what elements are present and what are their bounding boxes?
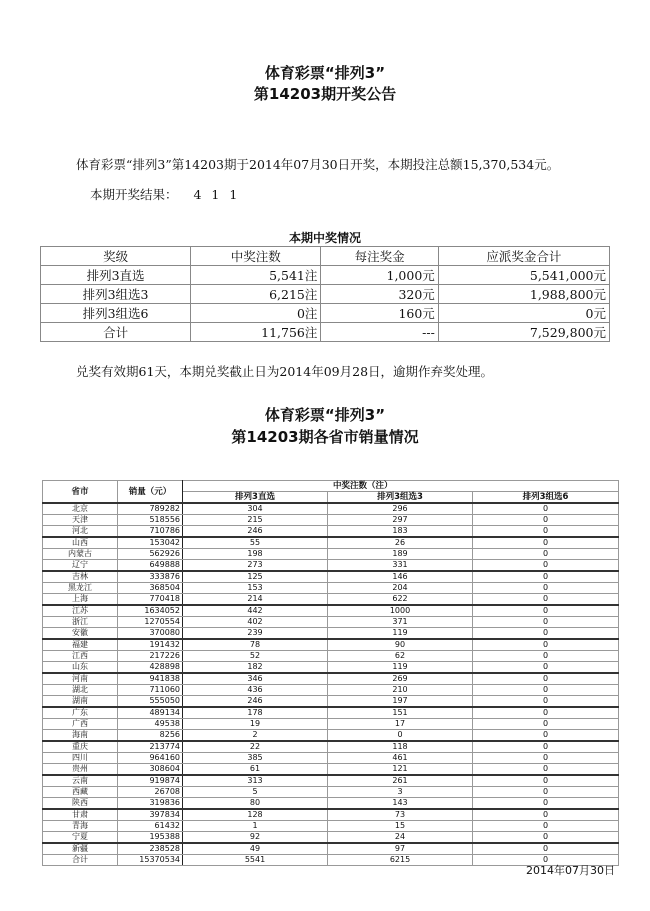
sales-cell: 319836 xyxy=(118,798,183,810)
province-cell: 江苏 xyxy=(43,605,118,617)
province-cell: 山西 xyxy=(43,537,118,549)
group6-cell: 0 xyxy=(473,707,619,719)
header-group3: 排列3组选3 xyxy=(328,492,473,504)
table-row xyxy=(43,673,619,685)
direct-cell: 2 xyxy=(183,730,328,742)
group6-cell: 0 xyxy=(473,594,619,606)
direct-cell: 5 xyxy=(183,787,328,798)
sales-cell: 26708 xyxy=(118,787,183,798)
sales-title: 体育彩票“排列3” xyxy=(264,406,386,424)
province-cell: 吉林 xyxy=(43,571,118,583)
sales-cell: 964160 xyxy=(118,753,183,764)
group6-cell: 0 xyxy=(473,719,619,730)
province-cell: 福建 xyxy=(43,639,118,651)
group6-cell: 0 xyxy=(473,537,619,549)
province-cell: 新疆 xyxy=(43,843,118,855)
sales-cell: 61432 xyxy=(118,821,183,832)
table-row xyxy=(43,809,619,821)
group3-cell: 62 xyxy=(328,651,473,662)
group6-cell: 0 xyxy=(473,775,619,787)
sales-cell: 1634052 xyxy=(118,605,183,617)
direct-cell: 402 xyxy=(183,617,328,628)
direct-cell: 346 xyxy=(183,673,328,685)
direct-cell: 5541 xyxy=(183,855,328,866)
sales-cell: 217226 xyxy=(118,651,183,662)
sales-cell: 518556 xyxy=(118,515,183,526)
group6-cell: 0 xyxy=(473,617,619,628)
group6-cell: 0 xyxy=(473,741,619,753)
intro-text: 体育彩票“排列3”第14203期于2014年07月30日开奖，本期投注总额15,370,534元。 xyxy=(76,157,560,172)
group6-cell: 0 xyxy=(473,526,619,538)
validity-text: 兑奖有效期61天，本期兑奖截止日为2014年09月28日，逾期作弃奖处理。 xyxy=(76,364,494,379)
sales-cell: 428898 xyxy=(118,662,183,674)
table-row xyxy=(43,707,619,719)
prize-header: 中奖注数 xyxy=(191,247,321,266)
group6-cell: 0 xyxy=(473,809,619,821)
direct-cell: 214 xyxy=(183,594,328,606)
direct-cell: 304 xyxy=(183,503,328,515)
header-province: 省市 xyxy=(43,481,118,504)
table-row xyxy=(43,753,619,764)
prize-cell: 7,529,800元 xyxy=(438,323,609,342)
sales-cell: 49538 xyxy=(118,719,183,730)
table-row xyxy=(43,605,619,617)
province-cell: 辽宁 xyxy=(43,560,118,572)
group3-cell: 26 xyxy=(328,537,473,549)
group3-cell: 146 xyxy=(328,571,473,583)
result-numbers: 4 1 1 xyxy=(193,187,238,202)
sales-cell: 238528 xyxy=(118,843,183,855)
table-row xyxy=(43,730,619,742)
province-cell: 贵州 xyxy=(43,764,118,776)
group3-cell: 90 xyxy=(328,639,473,651)
table-row xyxy=(43,639,619,651)
province-cell: 河南 xyxy=(43,673,118,685)
group6-cell: 0 xyxy=(473,764,619,776)
prize-cell: 160元 xyxy=(321,304,438,323)
sales-cell: 333876 xyxy=(118,571,183,583)
sales-cell: 195388 xyxy=(118,832,183,844)
group6-cell: 0 xyxy=(473,503,619,515)
header-group6: 排列3组选6 xyxy=(473,492,619,504)
province-cell: 宁夏 xyxy=(43,832,118,844)
announcement-title: 体育彩票“排列3” xyxy=(264,64,386,82)
direct-cell: 385 xyxy=(183,753,328,764)
header-wins: 中奖注数（注） xyxy=(183,481,619,492)
prize-cell: 1,988,800元 xyxy=(438,285,609,304)
province-cell: 重庆 xyxy=(43,741,118,753)
table-row xyxy=(43,515,619,526)
direct-cell: 22 xyxy=(183,741,328,753)
table-row xyxy=(43,560,619,572)
direct-cell: 49 xyxy=(183,843,328,855)
group6-cell: 0 xyxy=(473,560,619,572)
prize-cell: 11,756注 xyxy=(191,323,321,342)
header-sales: 销量（元） xyxy=(118,481,183,504)
group6-cell: 0 xyxy=(473,605,619,617)
result-label: 本期开奖结果： xyxy=(90,187,178,202)
table-row xyxy=(43,617,619,628)
prize-cell: 0元 xyxy=(438,304,609,323)
sales-subtitle: 第14203期各省市销量情况 xyxy=(231,428,419,446)
prize-cell: 排列3组选3 xyxy=(41,285,191,304)
prize-row xyxy=(41,266,610,285)
group3-cell: 15 xyxy=(328,821,473,832)
group3-cell: 97 xyxy=(328,843,473,855)
sales-cell: 397834 xyxy=(118,809,183,821)
group3-cell: 17 xyxy=(328,719,473,730)
province-cell: 河北 xyxy=(43,526,118,538)
table-row xyxy=(43,798,619,810)
direct-cell: 198 xyxy=(183,549,328,560)
province-cell: 陕西 xyxy=(43,798,118,810)
sales-cell: 213774 xyxy=(118,741,183,753)
group3-cell: 119 xyxy=(328,662,473,674)
prize-row xyxy=(41,323,610,342)
direct-cell: 239 xyxy=(183,628,328,640)
group3-cell: 0 xyxy=(328,730,473,742)
group3-cell: 24 xyxy=(328,832,473,844)
province-cell: 浙江 xyxy=(43,617,118,628)
province-cell: 湖北 xyxy=(43,685,118,696)
prize-cell: 合计 xyxy=(41,323,191,342)
direct-cell: 246 xyxy=(183,526,328,538)
province-cell: 西藏 xyxy=(43,787,118,798)
group6-cell: 0 xyxy=(473,685,619,696)
sales-cell: 368504 xyxy=(118,583,183,594)
table-row xyxy=(43,662,619,674)
group6-cell: 0 xyxy=(473,571,619,583)
group3-cell: 121 xyxy=(328,764,473,776)
province-cell: 云南 xyxy=(43,775,118,787)
group6-cell: 0 xyxy=(473,798,619,810)
table-row xyxy=(43,843,619,855)
prize-cell: 320元 xyxy=(321,285,438,304)
province-cell: 山东 xyxy=(43,662,118,674)
group6-cell: 0 xyxy=(473,843,619,855)
direct-cell: 78 xyxy=(183,639,328,651)
report-date: 2014年07月30日 xyxy=(526,864,615,877)
group6-cell: 0 xyxy=(473,787,619,798)
prize-table-title: 本期中奖情况 xyxy=(288,231,361,245)
table-row xyxy=(43,719,619,730)
group6-cell: 0 xyxy=(473,651,619,662)
prize-cell: 5,541,000元 xyxy=(438,266,609,285)
prize-cell: 排列3直选 xyxy=(41,266,191,285)
province-cell: 内蒙古 xyxy=(43,549,118,560)
sales-table xyxy=(42,480,619,866)
table-row xyxy=(43,651,619,662)
group3-cell: 331 xyxy=(328,560,473,572)
group3-cell: 622 xyxy=(328,594,473,606)
prize-cell: --- xyxy=(321,323,438,342)
group3-cell: 3 xyxy=(328,787,473,798)
group3-cell: 183 xyxy=(328,526,473,538)
table-row xyxy=(43,537,619,549)
direct-cell: 273 xyxy=(183,560,328,572)
group6-cell: 0 xyxy=(473,639,619,651)
sales-cell: 8256 xyxy=(118,730,183,742)
table-row xyxy=(43,741,619,753)
table-row xyxy=(43,821,619,832)
direct-cell: 61 xyxy=(183,764,328,776)
sales-cell: 711060 xyxy=(118,685,183,696)
sales-cell: 489134 xyxy=(118,707,183,719)
table-row xyxy=(43,594,619,606)
prize-cell: 5,541注 xyxy=(191,266,321,285)
province-cell: 四川 xyxy=(43,753,118,764)
table-row xyxy=(43,628,619,640)
group6-cell: 0 xyxy=(473,696,619,708)
table-row xyxy=(43,775,619,787)
direct-cell: 92 xyxy=(183,832,328,844)
group3-cell: 189 xyxy=(328,549,473,560)
direct-cell: 442 xyxy=(183,605,328,617)
direct-cell: 178 xyxy=(183,707,328,719)
group3-cell: 297 xyxy=(328,515,473,526)
province-cell: 广东 xyxy=(43,707,118,719)
group6-cell: 0 xyxy=(473,515,619,526)
sales-cell: 153042 xyxy=(118,537,183,549)
sales-cell: 15370534 xyxy=(118,855,183,866)
province-cell: 合计 xyxy=(43,855,118,866)
direct-cell: 80 xyxy=(183,798,328,810)
direct-cell: 436 xyxy=(183,685,328,696)
table-row xyxy=(43,832,619,844)
table-row xyxy=(43,696,619,708)
group6-cell: 0 xyxy=(473,549,619,560)
sales-cell: 191432 xyxy=(118,639,183,651)
table-row xyxy=(43,764,619,776)
prize-header: 应派奖金合计 xyxy=(438,247,609,266)
sales-cell: 919874 xyxy=(118,775,183,787)
table-row xyxy=(43,549,619,560)
group3-cell: 119 xyxy=(328,628,473,640)
prize-table xyxy=(40,246,610,342)
province-cell: 上海 xyxy=(43,594,118,606)
province-cell: 北京 xyxy=(43,503,118,515)
province-cell: 天津 xyxy=(43,515,118,526)
direct-cell: 52 xyxy=(183,651,328,662)
group3-cell: 371 xyxy=(328,617,473,628)
sales-cell: 562926 xyxy=(118,549,183,560)
direct-cell: 19 xyxy=(183,719,328,730)
province-cell: 海南 xyxy=(43,730,118,742)
province-cell: 广西 xyxy=(43,719,118,730)
province-cell: 黑龙江 xyxy=(43,583,118,594)
sales-cell: 710786 xyxy=(118,526,183,538)
group6-cell: 0 xyxy=(473,662,619,674)
direct-cell: 246 xyxy=(183,696,328,708)
prize-row xyxy=(41,285,610,304)
prize-cell: 1,000元 xyxy=(321,266,438,285)
province-cell: 青海 xyxy=(43,821,118,832)
group6-cell: 0 xyxy=(473,628,619,640)
sales-cell: 308604 xyxy=(118,764,183,776)
group6-cell: 0 xyxy=(473,821,619,832)
group3-cell: 143 xyxy=(328,798,473,810)
direct-cell: 153 xyxy=(183,583,328,594)
group6-cell: 0 xyxy=(473,753,619,764)
sales-cell: 770418 xyxy=(118,594,183,606)
sales-cell: 555050 xyxy=(118,696,183,708)
group6-cell: 0 xyxy=(473,673,619,685)
group3-cell: 151 xyxy=(328,707,473,719)
prize-cell: 0注 xyxy=(191,304,321,323)
prize-cell: 排列3组选6 xyxy=(41,304,191,323)
group3-cell: 197 xyxy=(328,696,473,708)
direct-cell: 55 xyxy=(183,537,328,549)
province-cell: 江西 xyxy=(43,651,118,662)
prize-cell: 6,215注 xyxy=(191,285,321,304)
announcement-subtitle: 第14203期开奖公告 xyxy=(253,85,397,103)
table-row xyxy=(43,685,619,696)
group3-cell: 118 xyxy=(328,741,473,753)
prize-row xyxy=(41,304,610,323)
table-row xyxy=(43,571,619,583)
direct-cell: 128 xyxy=(183,809,328,821)
sales-cell: 370080 xyxy=(118,628,183,640)
direct-cell: 182 xyxy=(183,662,328,674)
table-row xyxy=(43,583,619,594)
sales-cell: 789282 xyxy=(118,503,183,515)
province-cell: 安徽 xyxy=(43,628,118,640)
prize-header: 奖级 xyxy=(41,247,191,266)
group3-cell: 73 xyxy=(328,809,473,821)
province-cell: 湖南 xyxy=(43,696,118,708)
group6-cell: 0 xyxy=(473,855,619,866)
header-direct: 排列3直选 xyxy=(183,492,328,504)
direct-cell: 313 xyxy=(183,775,328,787)
group3-cell: 261 xyxy=(328,775,473,787)
sales-cell: 941838 xyxy=(118,673,183,685)
group3-cell: 204 xyxy=(328,583,473,594)
group3-cell: 1000 xyxy=(328,605,473,617)
group3-cell: 6215 xyxy=(328,855,473,866)
sales-cell: 649888 xyxy=(118,560,183,572)
sales-cell: 1270554 xyxy=(118,617,183,628)
table-row xyxy=(43,526,619,538)
direct-cell: 1 xyxy=(183,821,328,832)
direct-cell: 125 xyxy=(183,571,328,583)
group6-cell: 0 xyxy=(473,832,619,844)
prize-header: 每注奖金 xyxy=(321,247,438,266)
table-row xyxy=(43,503,619,515)
group6-cell: 0 xyxy=(473,730,619,742)
province-cell: 甘肃 xyxy=(43,809,118,821)
table-row xyxy=(43,787,619,798)
group6-cell: 0 xyxy=(473,583,619,594)
direct-cell: 215 xyxy=(183,515,328,526)
group3-cell: 461 xyxy=(328,753,473,764)
group3-cell: 296 xyxy=(328,503,473,515)
group3-cell: 210 xyxy=(328,685,473,696)
group3-cell: 269 xyxy=(328,673,473,685)
draw-result xyxy=(90,185,237,203)
